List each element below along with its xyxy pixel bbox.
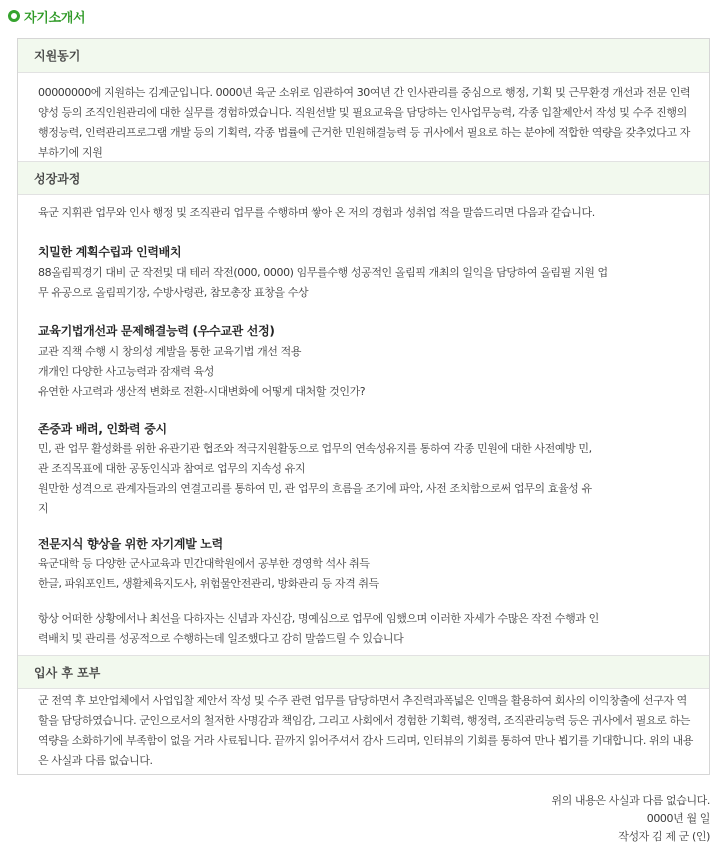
growth-closing-line: 항상 어떠한 상황에서나 최선을 다하자는 신념과 자신감, 명예심으로 업무에 임했으며 이러한 자세가 수많은 작전 수행과 인 xyxy=(38,612,599,625)
motivation-text: 00000000에 지원하는 김계군입니다. 0000년 육군 소위로 임관하여 30여년 간 인사관리를 중심으로 행정, 기획 및 근무환경 개선과 전문 인력양성 등의 조직인원관리에 대한 실무를 경험하였습니다. 직원선발 및 필요교육을 담당하는 인사업무능력, 각종 입찰제안서 작성 및 수주 진행의 행정능력, 인력관리프로그램 개발 등의 기획력, 각종 법률에 근거한 민원해결능력 등 귀사에서 필요로 하는 분야에 적합한 역량을 갖추었다고 자부하기에 지원 xyxy=(38,86,691,159)
growth-item-line: 원만한 성격으로 관계자들과의 연결고리를 통하여 민, 관 업무의 흐름을 조기에 파악, 사전 조치함으로써 업무의 효율성 유 xyxy=(38,482,592,495)
growth-item-title: 치밀한 계획수립과 인력배치 xyxy=(38,245,182,259)
growth-intro xyxy=(38,203,698,223)
growth-closing-line: 력배치 및 관리를 성공적으로 수행하는데 일조했다고 감히 말씀드릴 수 있습니다 xyxy=(38,632,404,645)
growth-item-line: 개개인 다양한 사고능력과 잠재력 육성 xyxy=(38,365,215,378)
growth-closing xyxy=(38,609,698,649)
signature-date: 0000년 월 일 xyxy=(646,812,710,825)
growth-item-line: 민, 관 업무 활성화를 위한 유관기관 협조와 적극지원활동으로 업무의 연속성유지를 통하여 각종 민원에 대한 사전예방 민, xyxy=(38,442,592,455)
page-title xyxy=(8,6,85,26)
growth-intro-line: 육군 지휘관 업무와 인사 행정 및 조직관리 업무를 수행하며 쌓아 온 저의 경험과 성취업 적을 말씀드리면 다음과 같습니다. xyxy=(38,206,595,219)
aspiration-text: 군 전역 후 보안업체에서 사업입찰 제안서 작성 및 수주 관련 업무를 담당하면서 추진력과폭넓은 인맥을 활용하여 회사의 이익창출에 선구자 역할을 담당하였습니다. 군인으로서의 철저한 사명감과 책임감, 그리고 사회에서 경험한 기획력, 행정력, 조직관리능력 등은 귀사에서 필요로 하는 역량을 소화하기에 부족함이 없을 거라 사료됩니다. 끝까지 읽어주셔서 감사 드리며, 인터뷰의 기회를 통하여 만나 뵙기를 기대합니다. 위의 내용은 사실과 다름 없습니다. xyxy=(38,694,694,767)
signature-block xyxy=(551,792,710,846)
growth-item-line: 한글, 파워포인트, 생활체육지도사, 위험물안전관리, 방화관리 등 자격 취득 xyxy=(38,577,379,590)
growth-item-title: 전문지식 향상을 위한 자기계발 노력 xyxy=(38,537,223,551)
growth-item-body xyxy=(38,342,698,402)
growth-item-body xyxy=(38,263,698,303)
signature-author: 작성자 김 제 군 (인) xyxy=(618,830,710,843)
growth-item-title: 교육기법개선과 문제해결능력 (우수교관 선정) xyxy=(38,324,275,338)
signature-statement: 위의 내용은 사실과 다름 없습니다. xyxy=(551,794,710,807)
page-title-text: 자기소개서 xyxy=(24,10,86,26)
circle-bullet-icon xyxy=(8,10,20,22)
cover-letter-box xyxy=(17,38,710,775)
growth-item-body xyxy=(38,439,698,519)
growth-item-line: 지 xyxy=(38,502,49,515)
section-header-growth: 성장과정 xyxy=(18,161,709,195)
growth-item-line: 88올림픽경기 대비 군 작전및 대 테러 작전(000, 0000) 임무를수행 성공적인 올림픽 개최의 일익을 담당하여 올림필 지원 업 xyxy=(38,266,608,279)
growth-item-line: 육군대학 등 다양한 군사교육과 민간대학원에서 공부한 경영학 석사 취득 xyxy=(38,557,370,570)
growth-item-title: 존중과 배려, 인화력 중시 xyxy=(38,422,167,436)
growth-item-line: 무 유공으로 올림픽기장, 수방사령관, 참모총장 표창을 수상 xyxy=(38,286,309,299)
growth-item-body xyxy=(38,554,698,594)
section-header-aspiration: 입사 후 포부 xyxy=(18,655,709,689)
growth-item-line: 교관 직책 수행 시 창의성 계발을 통한 교육기법 개선 적용 xyxy=(38,345,302,358)
growth-item-line: 관 조직목표에 대한 공동인식과 참여로 업무의 지속성 유지 xyxy=(38,462,306,475)
growth-item-line: 유연한 사고력과 생산적 변화로 전환-시대변화에 어떻게 대처할 것인가? xyxy=(38,385,366,398)
section-header-motivation: 지원동기 xyxy=(18,39,709,73)
